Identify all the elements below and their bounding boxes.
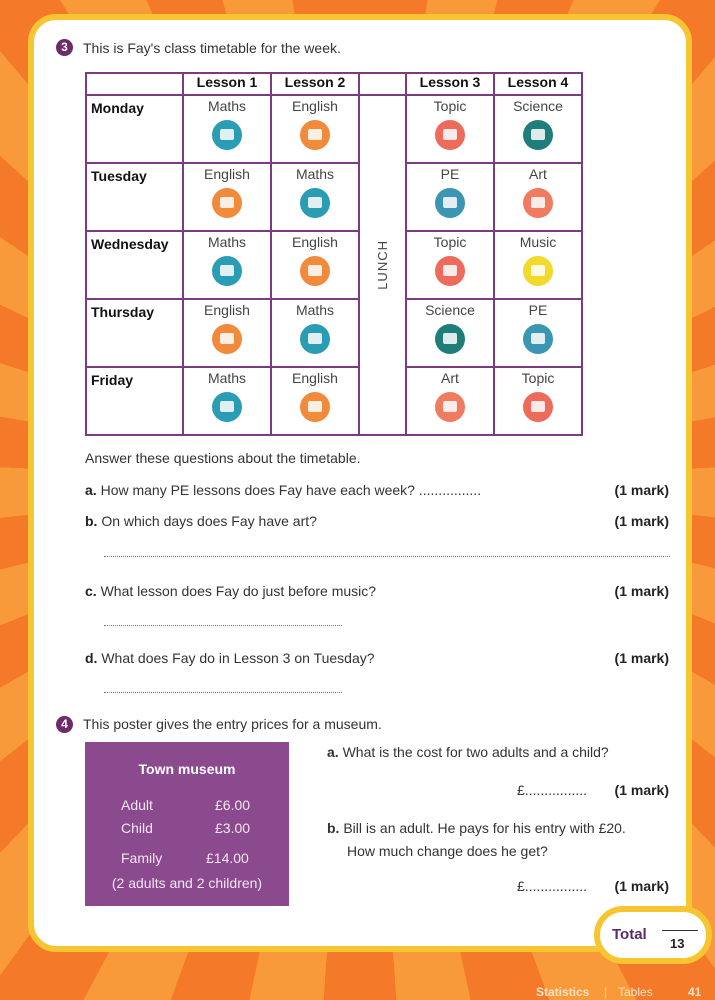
- lesson-cell: [271, 95, 359, 163]
- question-4a: a. What is the cost for two adults and a child?: [327, 744, 609, 760]
- maths-icon: [212, 120, 242, 150]
- music-icon: [523, 256, 553, 286]
- maths-icon: [300, 188, 330, 218]
- total-label: Total: [612, 926, 647, 943]
- day-label: Tuesday: [86, 163, 183, 231]
- lesson-cell: [494, 95, 582, 163]
- english-icon: [300, 392, 330, 422]
- total-score-line[interactable]: [662, 930, 698, 931]
- lesson-name: Topic: [433, 234, 467, 250]
- lesson-name: Science: [425, 302, 475, 318]
- day-label: Friday: [86, 367, 183, 435]
- topic-icon: [435, 120, 465, 150]
- english-icon: [212, 188, 242, 218]
- family-note: (2 adults and 2 children): [111, 875, 263, 891]
- lesson-cell: [183, 299, 271, 367]
- mark-3a: (1 mark): [614, 482, 669, 498]
- child-price: £3.00: [215, 820, 251, 836]
- answer-line-3d[interactable]: [104, 692, 342, 693]
- family-price: £14.00: [206, 850, 249, 866]
- header-lesson-3: Lesson 3: [406, 73, 494, 95]
- english-icon: [212, 324, 242, 354]
- answer-4a[interactable]: £................: [517, 782, 588, 798]
- day-label: Wednesday: [86, 231, 183, 299]
- poster-title: Town museum: [138, 761, 236, 777]
- lesson-cell: [271, 231, 359, 299]
- lesson-name: PE: [440, 166, 460, 182]
- lesson-cell: [183, 231, 271, 299]
- header-lesson-2: Lesson 2: [271, 73, 359, 95]
- mark-4a: (1 mark): [614, 782, 669, 798]
- question-3c: c. What lesson does Fay do just before music?: [85, 583, 377, 599]
- lesson-name: Science: [513, 98, 563, 114]
- lesson-cell: [406, 163, 494, 231]
- timetable-row: [86, 231, 582, 299]
- child-label: Child: [121, 820, 153, 836]
- day-label: Thursday: [86, 299, 183, 367]
- lesson-cell: [271, 163, 359, 231]
- timetable-row: [86, 95, 582, 163]
- lesson-name: English: [204, 302, 250, 318]
- timetable-row: [86, 299, 582, 367]
- lesson-cell: [183, 367, 271, 435]
- english-icon: [300, 256, 330, 286]
- family-label: Family: [121, 850, 163, 866]
- header-lesson-4: Lesson 4: [494, 73, 582, 95]
- answer-intro: Answer these questions about the timetable.: [85, 450, 361, 466]
- museum-poster: [85, 742, 289, 906]
- lunch-label: LUNCH: [375, 240, 390, 290]
- lesson-name: Topic: [433, 98, 467, 114]
- lesson-cell: [494, 231, 582, 299]
- lesson-cell: [271, 299, 359, 367]
- lesson-name: English: [204, 166, 250, 182]
- lesson-name: Maths: [207, 234, 247, 250]
- english-icon: [300, 120, 330, 150]
- mark-3b: (1 mark): [614, 513, 669, 529]
- lesson-name: Maths: [207, 370, 247, 386]
- footer-section: Statistics: [536, 985, 590, 999]
- lesson-cell: [271, 367, 359, 435]
- lesson-cell: [406, 95, 494, 163]
- maths-icon: [300, 324, 330, 354]
- answer-line-3c[interactable]: [104, 625, 342, 626]
- lesson-name: Art: [529, 166, 547, 182]
- lesson-name: Maths: [295, 166, 335, 182]
- science-icon: [435, 324, 465, 354]
- question-3b: b. On which days does Fay have art?: [85, 513, 317, 529]
- question-3-number: 3: [56, 39, 73, 56]
- pe-icon: [435, 188, 465, 218]
- art-icon: [435, 392, 465, 422]
- page-number: 41: [688, 985, 702, 999]
- day-label: Monday: [86, 95, 183, 163]
- science-icon: [523, 120, 553, 150]
- topic-icon: [435, 256, 465, 286]
- lesson-name: English: [292, 234, 338, 250]
- lesson-cell: [406, 367, 494, 435]
- total-max: 13: [670, 936, 685, 951]
- mark-4b: (1 mark): [614, 878, 669, 894]
- lesson-name: Art: [441, 370, 459, 386]
- question-4b: b. Bill is an adult. He pays for his entry with £20.: [327, 820, 626, 836]
- lesson-name: Maths: [207, 98, 247, 114]
- mark-3d: (1 mark): [614, 650, 669, 666]
- total-badge: [594, 906, 712, 964]
- lesson-name: PE: [528, 302, 548, 318]
- answer-4b[interactable]: £................: [517, 878, 588, 894]
- lesson-cell: [183, 163, 271, 231]
- lesson-cell: [406, 299, 494, 367]
- maths-icon: [212, 256, 242, 286]
- lesson-name: Topic: [521, 370, 555, 386]
- art-icon: [523, 188, 553, 218]
- pe-icon: [523, 324, 553, 354]
- adult-label: Adult: [121, 797, 153, 813]
- lesson-cell: [406, 231, 494, 299]
- adult-price: £6.00: [215, 797, 251, 813]
- lesson-cell: [494, 163, 582, 231]
- question-4b-line2: How much change does he get?: [347, 843, 548, 859]
- lesson-cell: [183, 95, 271, 163]
- lesson-name: English: [292, 98, 338, 114]
- lesson-name: Maths: [295, 302, 335, 318]
- lesson-name: Music: [519, 234, 557, 250]
- header-lesson-1: Lesson 1: [183, 73, 271, 95]
- question-3-intro: This is Fay's class timetable for the week.: [83, 40, 341, 56]
- timetable-row: [86, 163, 582, 231]
- footer-topic: Tables: [618, 985, 653, 999]
- topic-icon: [523, 392, 553, 422]
- question-3d: d. What does Fay do in Lesson 3 on Tuesday?: [85, 650, 375, 666]
- question-4-intro: This poster gives the entry prices for a museum.: [83, 716, 382, 732]
- lesson-name: English: [292, 370, 338, 386]
- lesson-cell: [494, 367, 582, 435]
- answer-line-3b[interactable]: [104, 556, 670, 557]
- timetable: [85, 72, 583, 436]
- question-4-number: 4: [56, 716, 73, 733]
- mark-3c: (1 mark): [614, 583, 669, 599]
- lunch-column: [359, 95, 406, 435]
- timetable-row: [86, 367, 582, 435]
- lesson-cell: [494, 299, 582, 367]
- maths-icon: [212, 392, 242, 422]
- question-3a: a. How many PE lessons does Fay have each week? ................: [85, 482, 482, 498]
